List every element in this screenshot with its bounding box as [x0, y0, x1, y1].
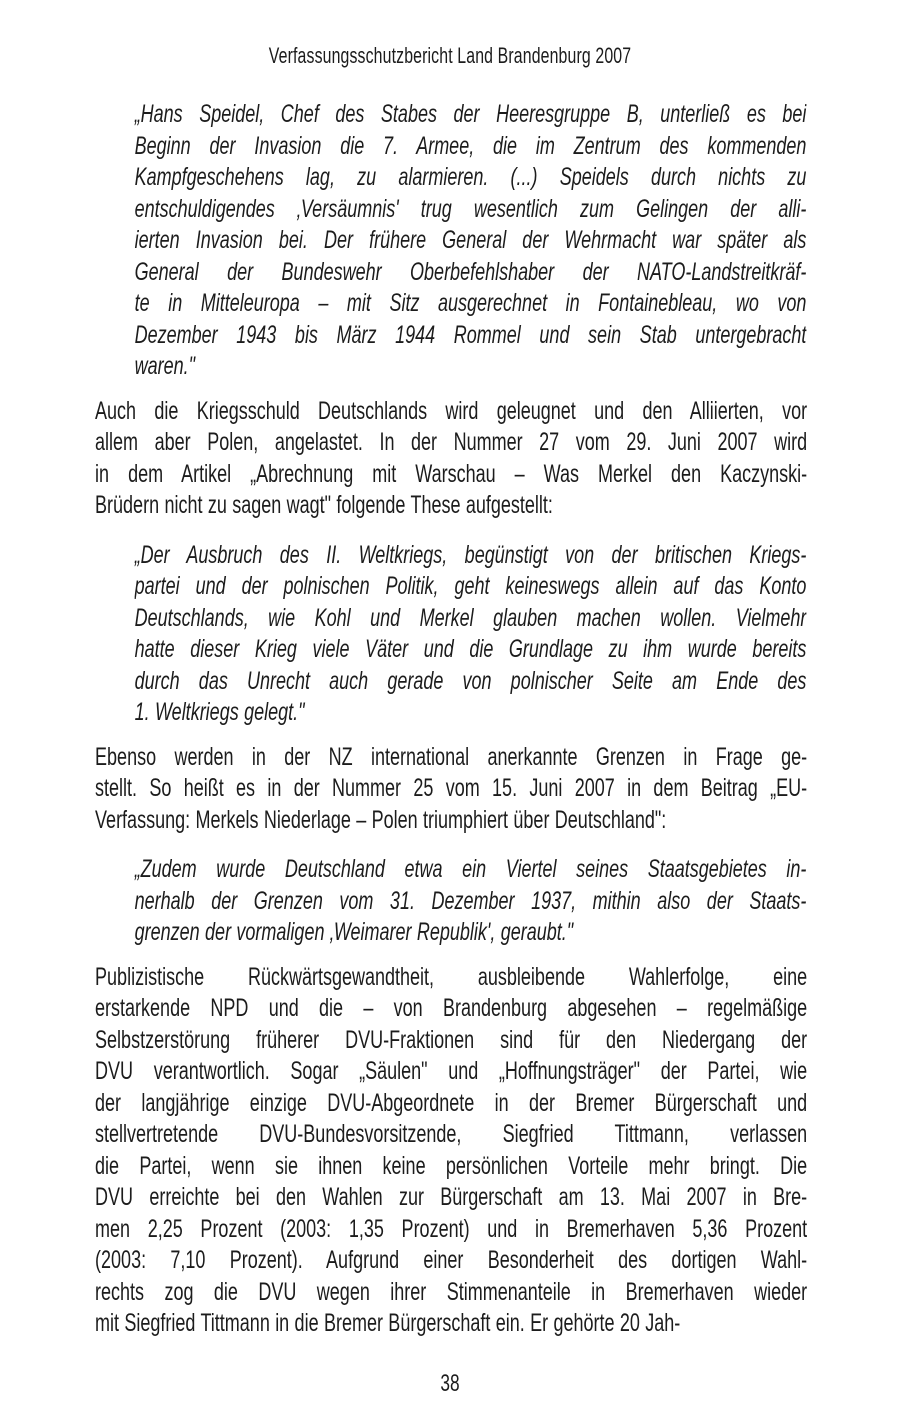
text-line: entschuldigendes ‚Versäumnis' trug wesentlich zum Gelingen der alli-	[134, 194, 807, 223]
text-line: DVU verantwortlich. Sogar „Säulen" und „Hoffnungsträger" der Partei, wie	[95, 1057, 808, 1085]
text-line: Deutschlands, wie Kohl und Merkel glauben machen wollen. Vielmehr	[134, 603, 807, 632]
text-line: nerhalb der Grenzen vom 31. Dezember 1937, mithin also der Staats-	[134, 886, 807, 915]
text-body	[0, 99, 900, 1340]
text-line: allem aber Polen, angelastet. In der Nummer 27 vom 29. Juni 2007 wird	[95, 428, 808, 456]
text-line: „Der Ausbruch des II. Weltkriegs, begünstigt von der britischen Kriegs-	[134, 540, 807, 569]
text-line: Verfassung: Merkels Niederlage – Polen triumphiert über Deutschland":	[95, 805, 667, 834]
text-line: stellt. So heißt es in der Nummer 25 vom 15. Juni 2007 in dem Beitrag „EU-	[95, 774, 808, 802]
text-line: men 2,25 Prozent (2003: 1,35 Prozent) und in Bremerhaven 5,36 Prozent	[95, 1214, 808, 1243]
text-line: Ebenso werden in der NZ international anerkannte Grenzen in Frage ge-	[95, 742, 808, 771]
text-line: Brüdern nicht zu sagen wagt" folgende These aufgestellt:	[95, 491, 553, 519]
paragraph-block	[95, 742, 807, 837]
text-line: (2003: 7,10 Prozent). Aufgrund einer Besonderheit des dortigen Wahl-	[95, 1246, 808, 1274]
text-line: waren."	[134, 352, 196, 380]
quote-block	[135, 854, 807, 949]
text-line: Publizistische Rückwärtsgewandtheit, ausbleibende Wahlerfolge, eine	[95, 962, 808, 991]
text-line: General der Bundeswehr Oberbefehlshaber der NATO-Landstreitkräf-	[134, 257, 807, 286]
text-line: rechts zog die DVU wegen ihrer Stimmenanteile in Bremerhaven wieder	[95, 1277, 808, 1306]
text-line: Beginn der Invasion die 7. Armee, die im Zentrum des kommenden	[134, 131, 807, 160]
text-line: mit Siegfried Tittmann in die Bremer Bürgerschaft ein. Er gehörte 20 Jah-	[95, 1309, 681, 1337]
text-line: Kampfgeschehens lag, zu alarmieren. (...) Speidels durch nichts zu	[134, 163, 807, 191]
running-header: Verfassungsschutzbericht Land Brandenburg 2007	[268, 43, 632, 68]
quote-block	[135, 540, 807, 729]
text-line: partei und der polnischen Politik, geht keineswegs allein auf das Konto	[134, 572, 807, 600]
text-line: Auch die Kriegsschuld Deutschlands wird geleugnet und den Alliierten, vor	[95, 396, 808, 425]
text-line: DVU erreichte bei den Wahlen zur Bürgerschaft am 13. Mai 2007 in Bre-	[95, 1183, 808, 1211]
text-line: grenzen der vormaligen ‚Weimarer Republik', geraubt."	[134, 918, 574, 946]
text-line: „Zudem wurde Deutschland etwa ein Viertel seines Staatsgebietes in-	[134, 855, 807, 883]
text-line: Selbstzerstörung früherer DVU-Fraktionen sind für den Niedergang der	[95, 1025, 808, 1054]
text-line: te in Mitteleuropa – mit Sitz ausgerechnet in Fontainebleau, wo von	[134, 289, 807, 317]
text-line: ierten Invasion bei. Der frühere General der Wehrmacht war später als	[134, 226, 807, 254]
page-number: 38	[440, 1369, 460, 1397]
text-line: „Hans Speidel, Chef des Stabes der Heeresgruppe B, unterließ es bei	[134, 100, 807, 128]
text-line: 1. Weltkriegs gelegt."	[134, 698, 305, 726]
paragraph-block	[95, 396, 807, 522]
text-line: in dem Artikel „Abrechnung mit Warschau – Was Merkel den Kaczynski-	[95, 459, 808, 488]
text-line: hatte dieser Krieg viele Väter und die Grundlage zu ihm wurde bereits	[134, 635, 807, 663]
text-line: durch das Unrecht auch gerade von polnischer Seite am Ende des	[134, 666, 807, 695]
text-line: erstarkende NPD und die – von Brandenburg abgesehen – regelmäßige	[95, 994, 808, 1022]
paragraph-block	[95, 962, 807, 1340]
text-line: Dezember 1943 bis März 1944 Rommel und sein Stab untergebracht	[134, 320, 807, 349]
quote-block	[135, 99, 807, 383]
text-line: der langjährige einzige DVU-Abgeordnete in der Bremer Bürgerschaft und	[95, 1088, 808, 1117]
text-line: stellvertretende DVU-Bundesvorsitzende, Siegfried Tittmann, verlassen	[95, 1120, 808, 1148]
text-line: die Partei, wenn sie ihnen keine persönlichen Vorteile mehr bringt. Die	[95, 1151, 808, 1180]
